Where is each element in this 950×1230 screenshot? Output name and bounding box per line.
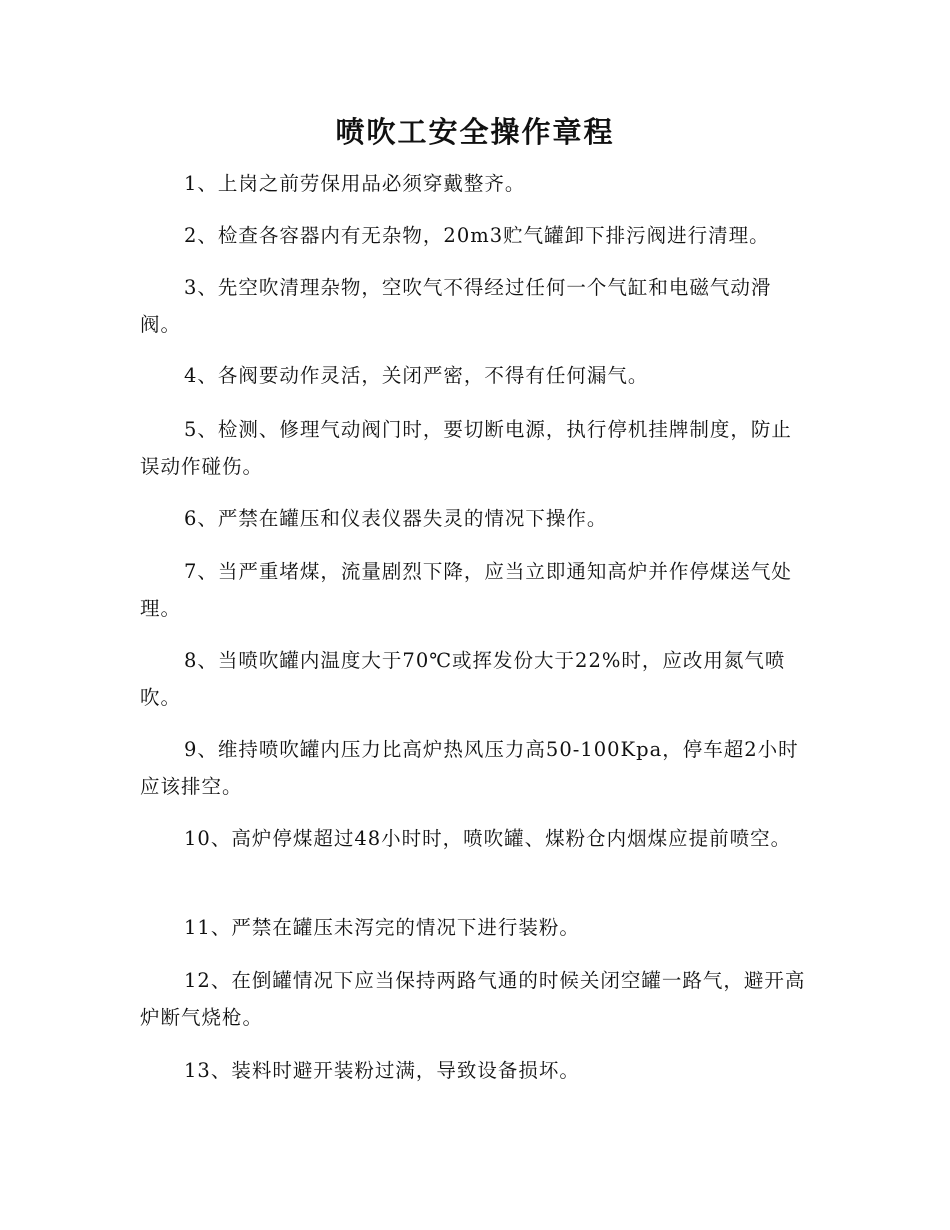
- rule-item-6: 6、严禁在罐压和仪表仪器失灵的情况下操作。: [184, 507, 608, 530]
- rule-item-7: 7、当严重堵煤，流量剧烈下降，应当立即通知高炉并作停煤送气处理。: [140, 560, 792, 620]
- rule-item-2: 2、检查各容器内有无杂物，20m3贮气罐卸下排污阀进行清理。: [184, 224, 770, 247]
- rule-item-8: 8、当喷吹罐内温度大于70℃或挥发份大于22%时，应改用氮气喷吹。: [140, 649, 786, 709]
- document-title: 喷吹工安全操作章程: [335, 115, 615, 149]
- rule-item-12: 12、在倒罐情况下应当保持两路气通的时候关闭空罐一路气，避开高炉断气烧枪。: [140, 969, 806, 1029]
- rule-item-9: 9、维持喷吹罐内压力比高炉热风压力高50-100Kpa，停车超2小时应该排空。: [140, 738, 799, 798]
- rule-item-10: 10、高炉停煤超过48小时时，喷吹罐、煤粉仓内烟煤应提前喷空。: [184, 827, 792, 850]
- rule-item-4: 4、各阀要动作灵活，关闭严密，不得有任何漏气。: [184, 364, 649, 387]
- rule-item-3: 3、先空吹清理杂物，空吹气不得经过任何一个气缸和电磁气动滑阀。: [140, 276, 772, 336]
- rule-item-1: 1、上岗之前劳保用品必须穿戴整齐。: [184, 172, 526, 195]
- rule-item-5: 5、检测、修理气动阀门时，要切断电源，执行停机挂牌制度，防止误动作碰伤。: [140, 418, 792, 478]
- rule-item-13: 13、装料时避开装粉过满，导致设备损坏。: [184, 1059, 580, 1082]
- rule-item-11: 11、严禁在罐压未泻完的情况下进行装粉。: [184, 916, 580, 939]
